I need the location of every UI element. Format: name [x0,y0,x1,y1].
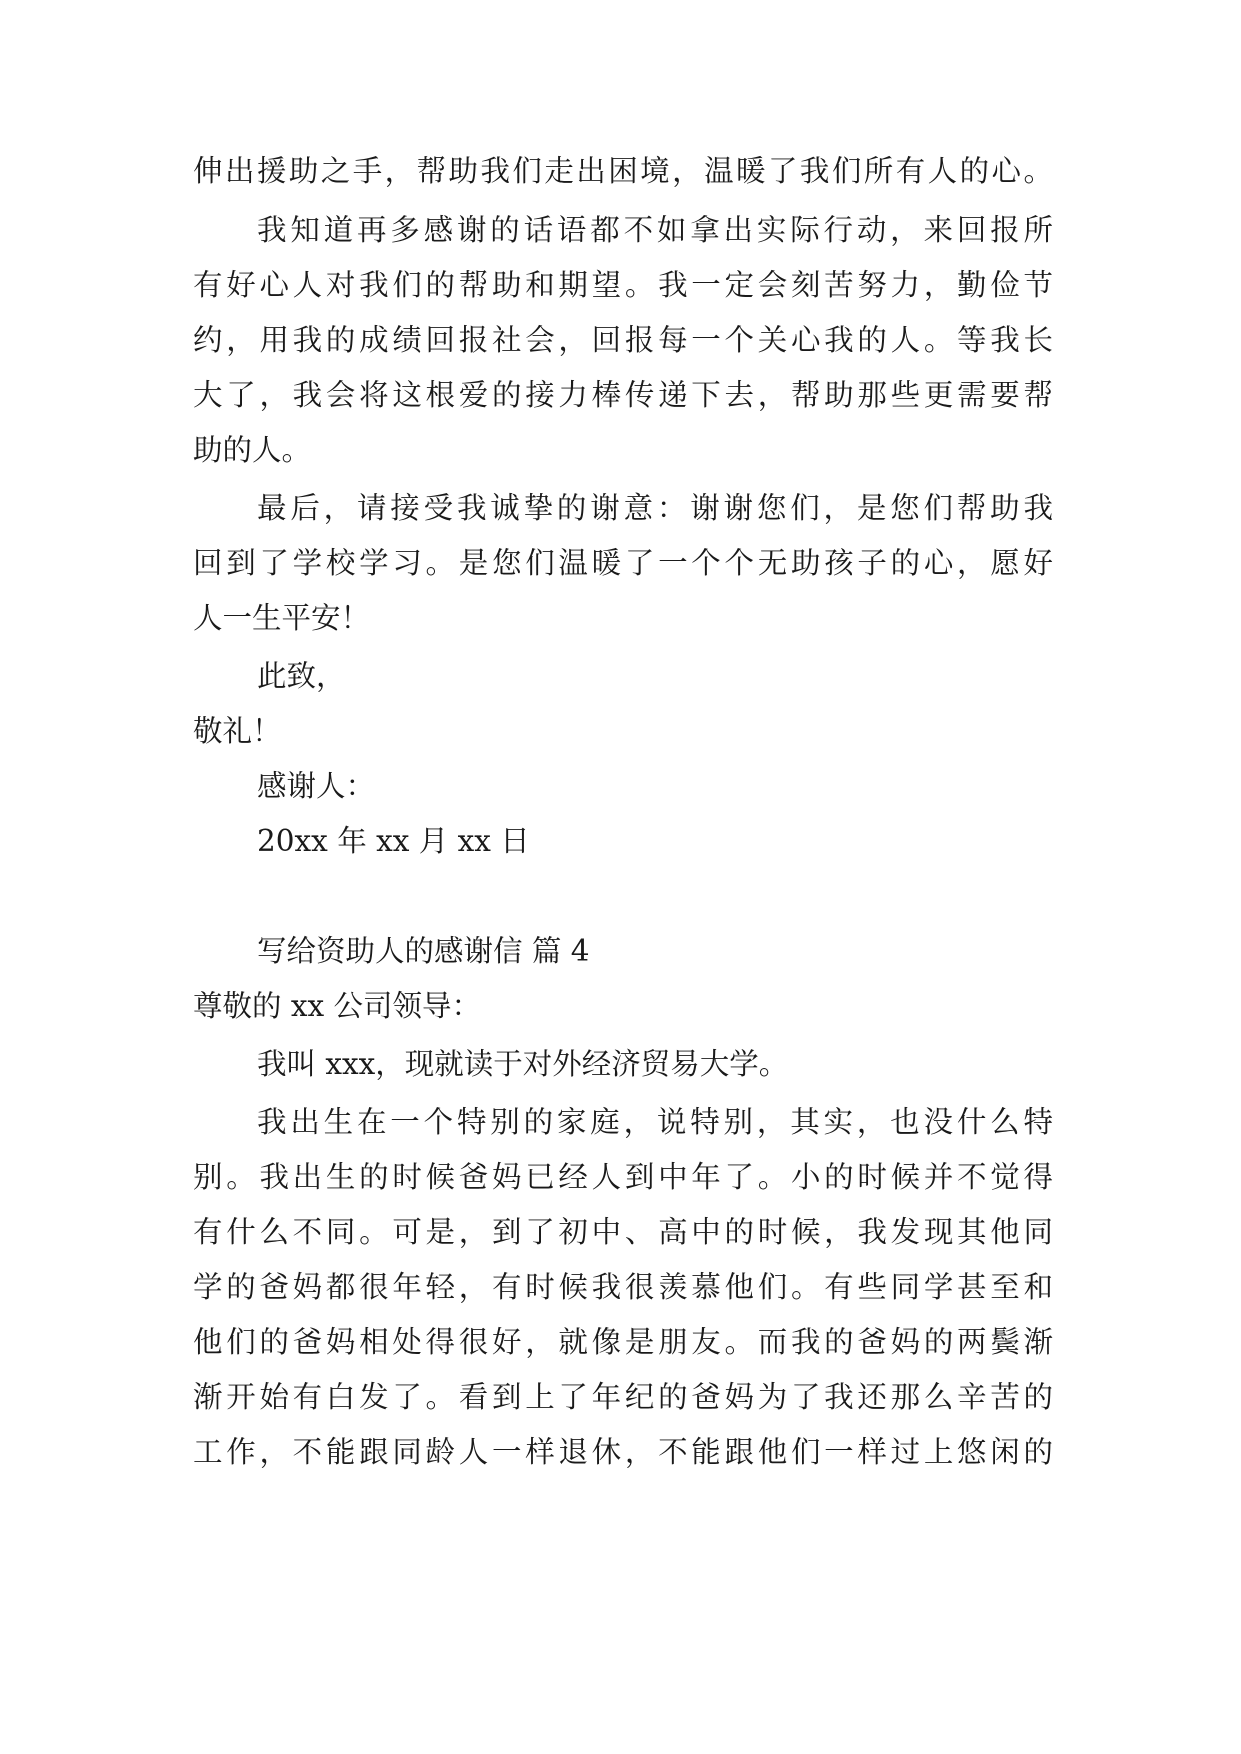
text-line: 他们的爸妈相处得很好，就像是朋友。而我的爸妈的两鬓渐 [193,1325,1053,1359]
section-title: 写给资助人的感谢信 篇 4 [257,934,590,968]
text-line: 学的爸妈都很年轻，有时候我很羡慕他们。有些同学甚至和 [193,1270,1053,1304]
text-line: 助的人。 [193,433,312,467]
text-line: 别。我出生的时候爸妈已经人到中年了。小的时候并不觉得 [193,1160,1053,1194]
text-line: 有好心人对我们的帮助和期望。我一定会刻苦努力，勤俭节 [193,268,1053,302]
text-line: 约，用我的成绩回报社会，回报每一个关心我的人。等我长 [193,323,1053,357]
text-line: 回到了学校学习。是您们温暖了一个个无助孩子的心，愿好 [193,546,1053,580]
text-line: 大了，我会将这根爱的接力棒传递下去，帮助那些更需要帮 [193,378,1053,412]
text-line: 伸出援助之手，帮助我们走出困境，温暖了我们所有人的心。 [193,154,1053,188]
text-line: 最后，请接受我诚挚的谢意：谢谢您们，是您们帮助我 [257,491,1053,525]
text-line: 我叫 xxx，现就读于对外经济贸易大学。 [257,1047,789,1081]
signature-label: 感谢人： [257,769,376,803]
text-line: 有什么不同。可是，到了初中、高中的时候，我发现其他同 [193,1215,1053,1249]
text-line: 工作，不能跟同龄人一样退休，不能跟他们一样过上悠闲的 [193,1435,1053,1469]
date-line: 20xx 年 xx 月 xx 日 [257,824,530,858]
text-line: 渐开始有白发了。看到上了年纪的爸妈为了我还那么辛苦的 [193,1380,1053,1414]
closing-line: 此致， [257,659,346,693]
greeting-line: 尊敬的 xx 公司领导： [193,989,482,1023]
text-line: 我出生在一个特别的家庭，说特别，其实，也没什么特 [257,1105,1053,1139]
text-line: 人一生平安！ [193,601,371,635]
salutation-line: 敬礼！ [193,714,282,748]
text-line: 我知道再多感谢的话语都不如拿出实际行动，来回报所 [257,213,1053,247]
